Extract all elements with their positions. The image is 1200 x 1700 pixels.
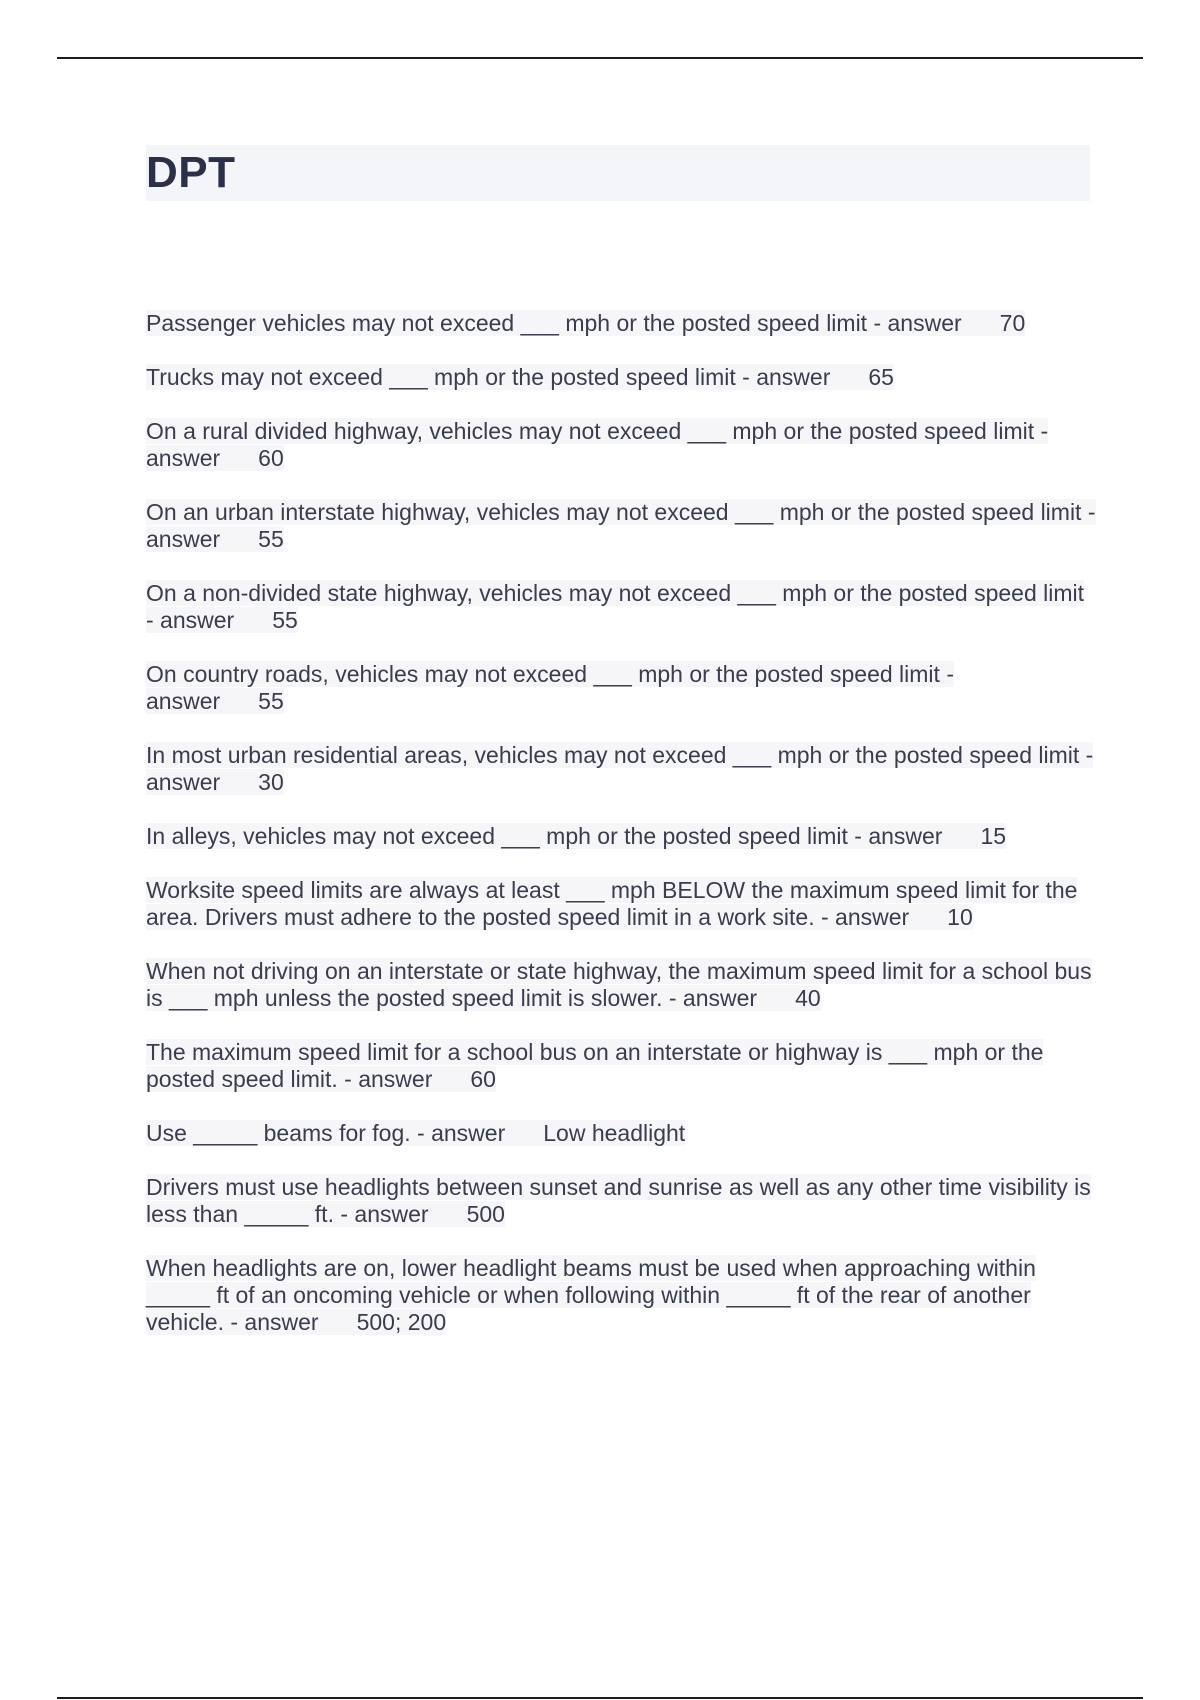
answer-text: 15 xyxy=(980,823,1007,849)
qa-item xyxy=(146,1120,1096,1147)
question-text: Use _____ beams for fog. - answer xyxy=(146,1120,506,1146)
question-text: Passenger vehicles may not exceed ___ mph or the posted speed limit - answer xyxy=(146,310,962,336)
question-text: On an urban interstate highway, vehicles may not exceed ___ mph or the posted speed limit - answer xyxy=(146,499,1096,552)
question-text: Worksite speed limits are always at least ___ mph BELOW the maximum speed limit for the area. Drivers must adhere to the posted speed limit in a work site. - answer xyxy=(146,877,1078,930)
answer-text: 55 xyxy=(258,688,284,714)
question-text: In most urban residential areas, vehicles may not exceed ___ mph or the posted speed limit - answer xyxy=(146,742,1094,795)
qa-item xyxy=(146,661,1096,715)
qa-item xyxy=(146,958,1096,1012)
question-text: On a rural divided highway, vehicles may not exceed ___ mph or the posted speed limit - answer xyxy=(146,418,1049,471)
question-text: Trucks may not exceed ___ mph or the posted speed limit - answer xyxy=(146,364,831,390)
answer-text: 40 xyxy=(795,985,821,1011)
document-title: DPT xyxy=(146,148,236,197)
qa-item xyxy=(146,877,1096,931)
question-list xyxy=(146,310,1096,1363)
qa-item xyxy=(146,1174,1096,1228)
bottom-rule xyxy=(57,1697,1143,1699)
answer-text: Low headlight xyxy=(543,1120,686,1146)
qa-item xyxy=(146,580,1096,634)
qa-item xyxy=(146,310,1096,337)
answer-text: 60 xyxy=(470,1066,496,1092)
title-bar xyxy=(146,145,1090,201)
question-text: When headlights are on, lower headlight beams must be used when approaching within _____ ft of an oncoming vehicle or when following within _____ ft of the rear of another vehicle. - answer xyxy=(146,1255,1036,1335)
question-text: In alleys, vehicles may not exceed ___ mph or the posted speed limit - answer xyxy=(146,823,943,849)
question-text: The maximum speed limit for a school bus on an interstate or highway is ___ mph or the posted speed limit. - answer xyxy=(146,1039,1044,1092)
top-rule xyxy=(57,57,1143,59)
answer-text: 500; 200 xyxy=(356,1309,447,1335)
question-text: On a non-divided state highway, vehicles may not exceed ___ mph or the posted speed limit - answer xyxy=(146,580,1085,633)
qa-item xyxy=(146,1255,1096,1336)
qa-item xyxy=(146,499,1096,553)
qa-item xyxy=(146,418,1096,472)
answer-text: 65 xyxy=(868,364,894,390)
answer-text: 70 xyxy=(999,310,1026,336)
answer-text: 55 xyxy=(258,526,284,552)
question-text: When not driving on an interstate or state highway, the maximum speed limit for a school bus is ___ mph unless the posted speed limit is slower. - answer xyxy=(146,958,1092,1011)
question-text: On country roads, vehicles may not exceed ___ mph or the posted speed limit - answer xyxy=(146,661,954,714)
answer-text: 60 xyxy=(258,445,284,471)
answer-text: 55 xyxy=(272,607,298,633)
answer-text: 10 xyxy=(947,904,973,930)
question-text: Drivers must use headlights between sunset and sunrise as well as any other time visibility is less than _____ ft. - answer xyxy=(146,1174,1091,1227)
qa-item xyxy=(146,364,1096,391)
qa-item xyxy=(146,1039,1096,1093)
qa-item xyxy=(146,742,1096,796)
qa-item xyxy=(146,823,1096,850)
answer-text: 30 xyxy=(258,769,284,795)
answer-text: 500 xyxy=(466,1201,505,1227)
